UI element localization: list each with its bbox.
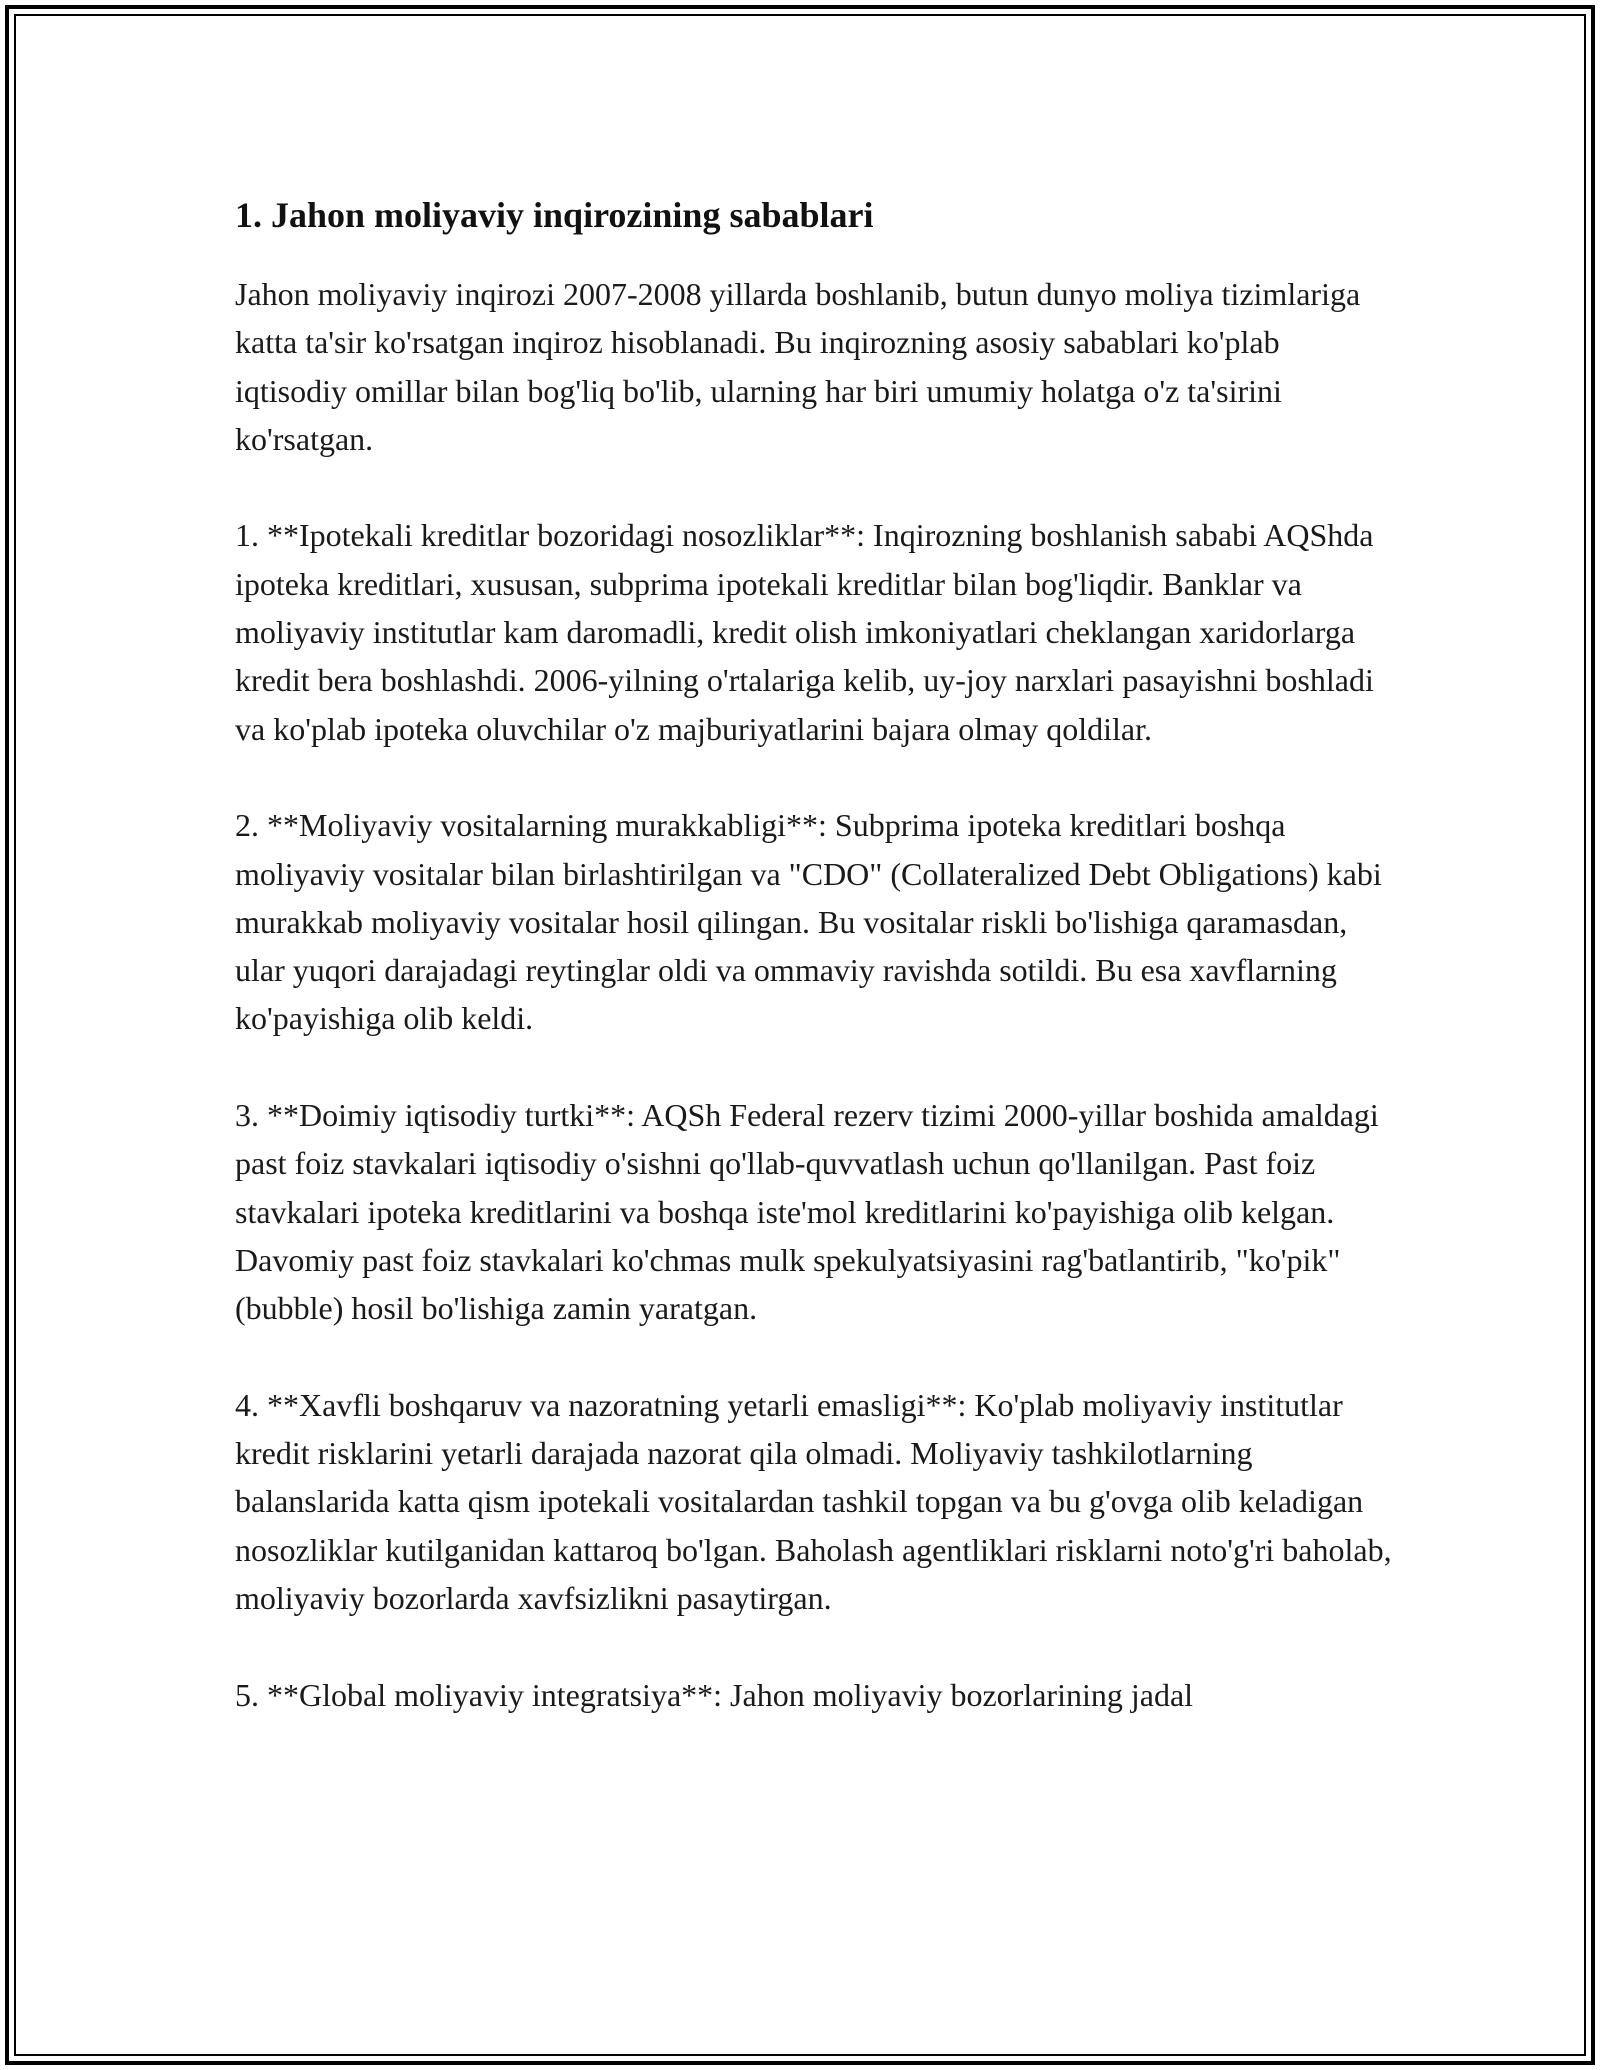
cause-paragraph-5: 5. **Global moliyaviy integratsiya**: Jahon moliyaviy bozorlarining jadal (235, 1676, 1194, 1713)
document-body (235, 180, 1395, 1767)
intro-paragraph: Jahon moliyaviy inqirozi 2007-2008 yillarda boshlanib, butun dunyo moliya tizimlariga katta ta'sir ko'rsatgan inqiroz hisoblanadi. Bu inqirozning asosiy sabablari ko'plab iqtisodiy omillar bilan bog'liq bo'lib, ularning har biri umumiy holatga o'z ta'sirini ko'rsatgan. (235, 276, 1361, 457)
cause-paragraph-1: 1. **Ipotekali kreditlar bozoridagi nosozliklar**: Inqirozning boshlanish sababi AQShda ipoteka kreditlari, xususan, subprima ipotekali kreditlar bilan bog'liqdir. Banklar va moliyaviy institutlar kam daromadli, kredit olish imkoniyatlari cheklangan xaridorlarga kredit bera boshlashdi. 2006-yilning o'rtalariga kelib, uy-joy narxlari pasayishni boshladi va ko'plab ipoteka oluvchilar o'z majburiyatlarini bajara olmay qoldilar. (235, 517, 1374, 747)
cause-paragraph-2: 2. **Moliyaviy vositalarning murakkabligi**: Subprima ipoteka kreditlari boshqa moliyaviy vositalar bilan birlashtirilgan va "CDO" (Collateralized Debt Obligations) kabi murakkab moliyaviy vositalar hosil qilingan. Bu vositalar riskli bo'lishiga qaramasdan, ular yuqori darajadagi reytinglar oldi va ommaviy ravishda sotildi. Bu esa xavflarning ko'payishiga olib keldi. (235, 807, 1382, 1037)
section-heading: 1. Jahon moliyaviy inqirozining sabablari (235, 195, 874, 235)
cause-paragraph-3: 3. **Doimiy iqtisodiy turtki**: AQSh Federal rezerv tizimi 2000-yillar boshida amaldagi past foiz stavkalari iqtisodiy o'sishni qo'llab-quvvatlash uchun qo'llanilgan. Past foiz stavkalari ipoteka kreditlarini va boshqa iste'mol kreditlarini ko'payishiga olib kelgan. Davomiy past foiz stavkalari ko'chmas mulk spekulyatsiyasini rag'batlantirib, "ko'pik" (bubble) hosil bo'lishiga zamin yaratgan. (235, 1097, 1379, 1327)
cause-paragraph-4: 4. **Xavfli boshqaruv va nazoratning yetarli emasligi**: Ko'plab moliyaviy institutlar kredit risklarini yetarli darajada nazorat qila olmadi. Moliyaviy tashkilotlarning balanslarida katta qism ipotekali vositalardan tashkil topgan va bu g'ovga olib keladigan nosozliklar kutilganidan kattaroq bo'lgan. Baholash agentliklari risklarni noto'g'ri baholab, moliyaviy bozorlarda xavfsizlikni pasaytirgan. (235, 1386, 1392, 1617)
